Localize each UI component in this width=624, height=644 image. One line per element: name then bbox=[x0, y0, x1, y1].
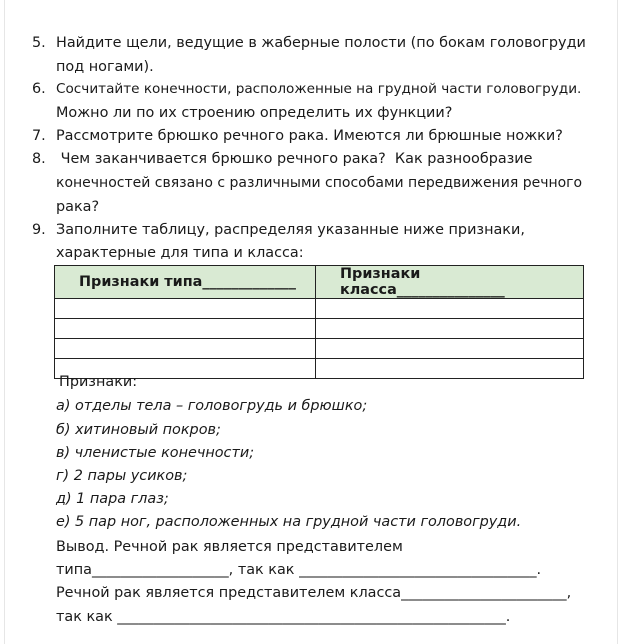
question-5-line-1: Найдите щели, ведущие в жаберные полости (по бокам головогруди bbox=[56, 35, 586, 51]
question-9-number: 9. bbox=[32, 222, 46, 238]
conclusion-line-2: типа___________________, так как _________________________________. bbox=[56, 562, 542, 578]
question-8-number: 8. bbox=[32, 151, 46, 167]
table-row bbox=[55, 319, 584, 339]
sign-item-f: е) 5 пар ног, расположенных на грудной части головогруди. bbox=[56, 514, 522, 530]
table-cell-type[interactable] bbox=[55, 319, 316, 339]
conclusion-line-1: Вывод. Речной рак является представителем bbox=[56, 539, 403, 555]
table-cell-type[interactable] bbox=[55, 299, 316, 319]
table-cell-class[interactable] bbox=[316, 319, 584, 339]
table-header-row bbox=[55, 266, 584, 299]
question-8-line-3: рака? bbox=[56, 199, 100, 215]
signs-table bbox=[54, 265, 584, 379]
table-header-class: Признаки класса_______________ bbox=[316, 266, 584, 299]
sign-item-d: г) 2 пары усиков; bbox=[56, 468, 188, 484]
question-5-number: 5. bbox=[32, 35, 46, 51]
page-border-left bbox=[4, 0, 5, 644]
page-border-right bbox=[617, 0, 618, 644]
question-9-line-2: характерные для типа и класса: bbox=[56, 245, 304, 261]
question-5-line-2: под ногами). bbox=[56, 59, 154, 75]
table-cell-class[interactable] bbox=[316, 359, 584, 379]
sign-item-e: д) 1 пара глаз; bbox=[56, 491, 169, 507]
sign-item-a: а) отделы тела – головогрудь и брюшко; bbox=[56, 398, 368, 414]
conclusion-line-3: Речной рак является представителем класса_______________________, bbox=[56, 585, 572, 601]
question-8-line-1: Чем заканчивается брюшко речного рака? Как разнообразие bbox=[56, 151, 533, 167]
table-cell-class[interactable] bbox=[316, 339, 584, 359]
table-row bbox=[55, 339, 584, 359]
signs-heading: Признаки: bbox=[59, 374, 138, 390]
question-7-number: 7. bbox=[32, 128, 46, 144]
question-6-number: 6. bbox=[32, 81, 46, 97]
table-cell-class[interactable] bbox=[316, 299, 584, 319]
table-header-type: Признаки типа_____________ bbox=[55, 266, 316, 299]
question-7-line-1: Рассмотрите брюшко речного рака. Имеются ли брюшные ножки? bbox=[56, 128, 563, 144]
question-6-line-2: Можно ли по их строению определить их функции? bbox=[56, 105, 453, 121]
table-cell-type[interactable] bbox=[55, 339, 316, 359]
question-8-line-2: конечностей связано с различными способами передвижения речного bbox=[56, 175, 583, 191]
table-row bbox=[55, 299, 584, 319]
question-9-line-1: Заполните таблицу, распределяя указанные ниже признаки, bbox=[56, 222, 525, 238]
sign-item-b: б) хитиновый покров; bbox=[56, 422, 221, 438]
sign-item-c: в) членистые конечности; bbox=[56, 445, 255, 461]
question-6-line-1: Сосчитайте конечности, расположенные на грудной части головогруди. bbox=[56, 81, 582, 97]
conclusion-line-4: так как ______________________________________________________. bbox=[56, 609, 511, 625]
